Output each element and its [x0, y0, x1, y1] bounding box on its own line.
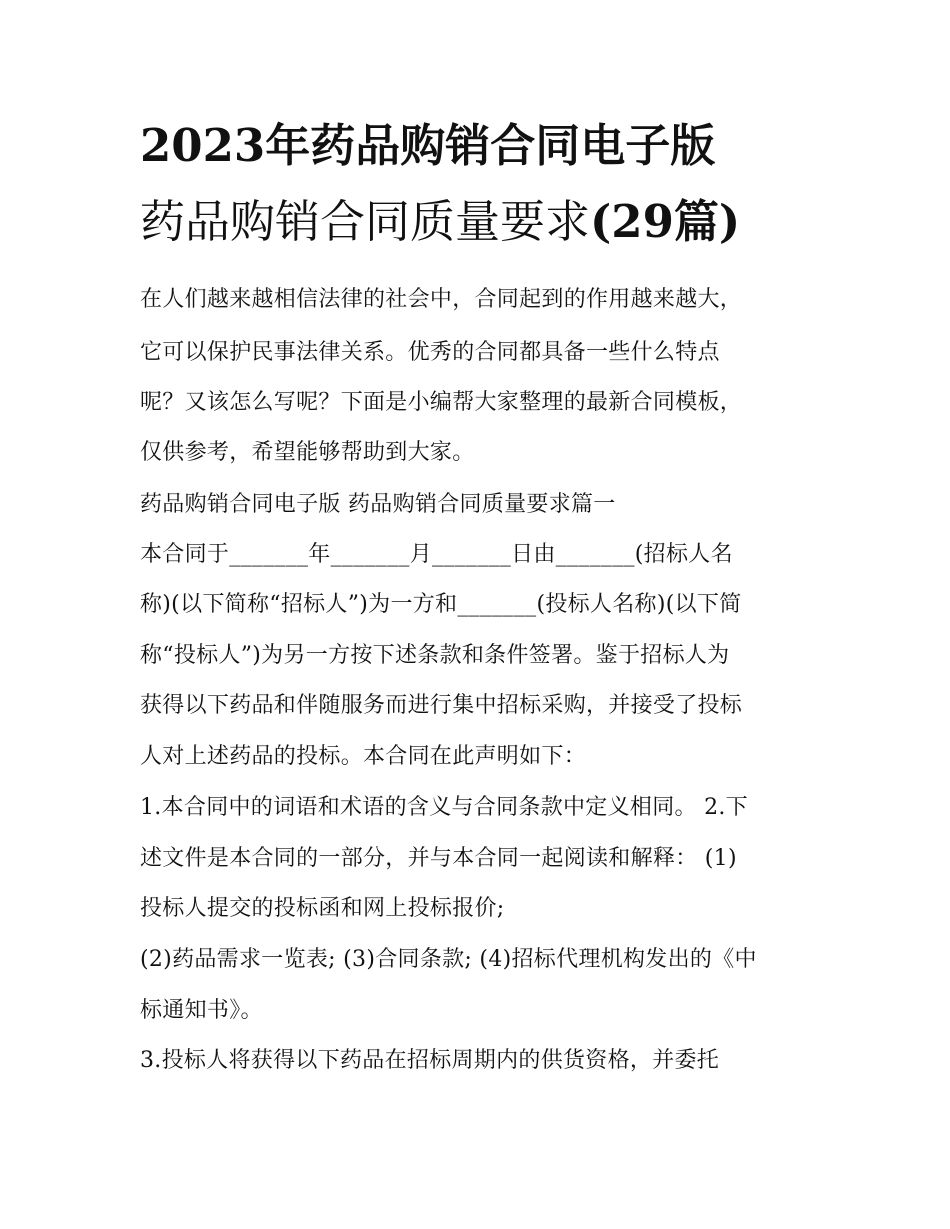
title-line-2-count: (29篇): [590, 195, 741, 248]
body-line: 称“投标人”)为另一方按下述条款和条件签署。鉴于招标人为: [140, 643, 730, 668]
body-line: 述文件是本合同的一部分，并与本合同一起阅读和解释： (1): [140, 846, 737, 871]
body-line: 称)(以下简称“招标人”)为一方和_______(投标人名称)(以下简: [140, 592, 742, 617]
document-title-line-2: [140, 195, 840, 248]
body-line: 呢？又该怎么写呢？下面是小编帮大家整理的最新合同模板，: [140, 390, 743, 415]
body-line: 投标人提交的投标函和网上投标报价;: [140, 896, 505, 921]
body-line: (2)药品需求一览表; (3)合同条款; (4)招标代理机构发出的《中: [140, 947, 757, 972]
body-line: 标通知书》。: [140, 998, 263, 1023]
title-line-2-text: 药品购销合同质量要求: [140, 195, 591, 248]
body-line: 3.投标人将获得以下药品在招标周期内的供货资格，并委托: [140, 1048, 720, 1073]
body-line: 本合同于_______年_______月_______日由_______(招标人名: [140, 542, 733, 567]
body-line: 仅供参考，希望能够帮助到大家。: [140, 440, 475, 465]
body-line: 它可以保护民事法律关系。优秀的合同都具备一些什么特点: [140, 340, 720, 365]
body-line: 在人们越来越相信法律的社会中，合同起到的作用越来越大，: [140, 287, 743, 312]
document-title-line-1: 2023年药品购销合同电子版: [140, 119, 716, 172]
section-heading: 药品购销合同电子版 药品购销合同质量要求篇一: [140, 492, 616, 517]
body-line: 获得以下药品和伴随服务而进行集中招标采购，并接受了投标: [140, 693, 743, 718]
body-line: 1.本合同中的词语和术语的含义与合同条款中定义相同。 2.下: [140, 795, 748, 820]
body-line: 人对上述药品的投标。本合同在此声明如下：: [140, 744, 587, 769]
